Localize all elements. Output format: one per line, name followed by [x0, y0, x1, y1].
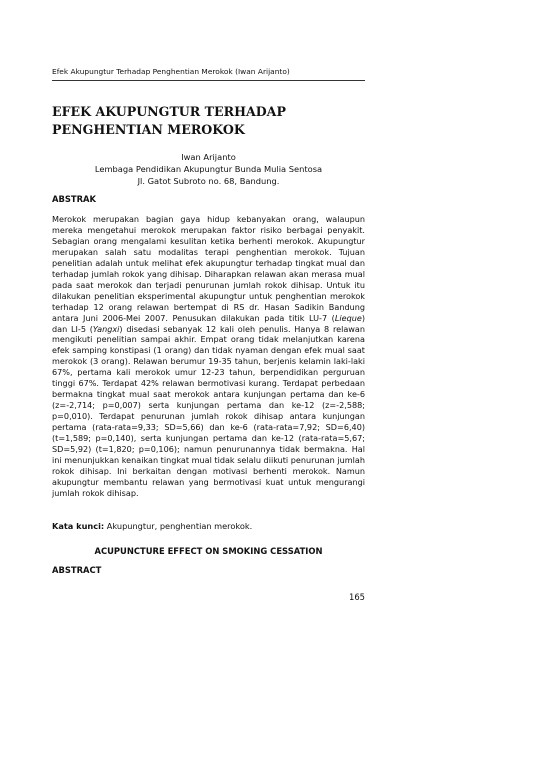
keywords-label: Kata kunci: — [52, 521, 105, 531]
english-abstract-heading: ABSTRACT — [52, 565, 102, 575]
abstract-term-lieque: Lieque — [334, 312, 362, 323]
keywords-value: Akupungtur, penghentian merokok. — [104, 521, 253, 531]
abstract-heading: ABSTRAK — [52, 194, 97, 204]
author-name: Iwan Arijanto — [181, 152, 236, 162]
author-address: Jl. Gatot Subroto no. 68, Bandung. — [137, 176, 280, 186]
article-title: EFEK AKUPUNGTUR TERHADAP PENGHENTIAN MEROKOK — [52, 104, 286, 137]
english-title: ACUPUNCTURE EFFECT ON SMOKING CESSATION — [94, 546, 323, 556]
abstract-term-yangxi: Yangxi — [92, 323, 120, 334]
author-affiliation: Lembaga Pendidikan Akupungtur Bunda Mulia Sentosa — [94, 164, 323, 174]
running-header: Efek Akupungtur Terhadap Penghentian Merokok (Iwan Arijanto) — [52, 67, 290, 76]
journal-page — [52, 0, 365, 777]
abstract-text-2: ) dan LI-5 ( — [52, 312, 365, 334]
author-block — [52, 151, 365, 187]
keywords-line — [52, 521, 365, 531]
abstract-body — [52, 214, 365, 499]
header-rule — [52, 80, 365, 81]
abstract-text-3: ) disedasi sebanyak 12 kali oleh penulis. Hanya 8 relawan mengikuti penelitian sampai akhir. Empat orang tidak melanjutkan karena efek samping konstipasi (1 orang) dan tidak nyaman dengan efek mual saat merokok (3 orang). Relawan berumur 19-35 tahun, berjenis kelamin laki-laki 67%, pertama kali merokok umur 12-23 tahun, berpendidikan perguruan tinggi 67%. Terdapat 42% relawan bermotivasi kurang. Terdapat perbedaan bermakna tingkat mual saat merokok antara kunjungan pertama dan ke-6 (z=-2,714; p=0,007) serta kunjungan pertama dan ke-12 (z=-2,588; p=0,010). Terdapat penurunan jumlah rokok dihisap antara kunjungan pertama (rata-rata=9,33; SD=5,66) dan ke-6 (rata-rata=7,92; SD=6,40) (t=1,589; p=0,140), serta kunjungan pertama dan ke-12 (rata-rata=5,67; SD=5,92) (t=1,820; p=0,106); namun penurunannya tidak bermakna. Hal ini menunjukkan kenaikan tingkat mual tidak selalu diikuti penurunan jumlah rokok dihisap. Ini berkaitan dengan motivasi berhenti merokok. Namun akupungtur membantu relawan yang bermotivasi kuat untuk mengurangi jumlah rokok dihisap. — [52, 323, 365, 498]
abstract-text-1: Merokok merupakan bagian gaya hidup kebanyakan orang, walaupun mereka mengetahui merokok merupakan faktor risiko berbagai penyakit. Sebagian orang mengalami kesulitan ketika berhenti merokok. Akupungtur merupakan salah satu modalitas terapi penghentian merokok. Tujuan penelitian adalah untuk melihat efek akupungtur terhadap tingkat mual dan terhadap jumlah rokok yang dihisap. Diharapkan relawan akan merasa mual pada saat merokok dan terjadi penurunan jumlah rokok dihisap. Untuk itu dilakukan penelitian eksperimental akupungtur untuk penghentian merokok terhadap 12 orang relawan bertempat di RS dr. Hasan Sadikin Bandung antara Juni 2006-Mei 2007. Penusukan dilakukan pada titik LU-7 ( — [52, 214, 365, 323]
page-number: 165 — [349, 592, 365, 602]
